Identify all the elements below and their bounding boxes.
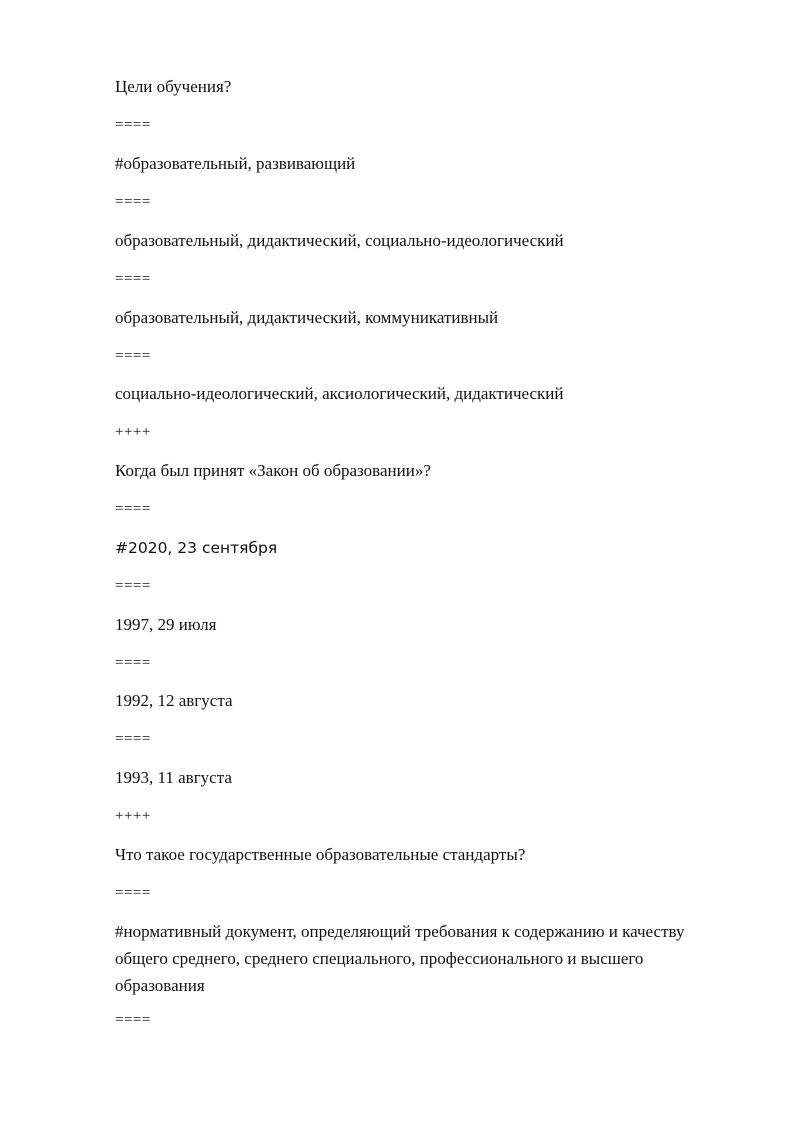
separator: ==== bbox=[115, 885, 151, 901]
separator: ==== bbox=[115, 271, 151, 287]
question-separator: ++++ bbox=[115, 808, 151, 824]
answer-option: социально-идеологический, аксиологический, дидактический bbox=[115, 384, 564, 403]
separator: ==== bbox=[115, 655, 151, 671]
answer-option: 1993, 11 августа bbox=[115, 768, 232, 787]
question-separator: ++++ bbox=[115, 424, 151, 440]
answer-correct: #2020, 23 сентября bbox=[115, 539, 278, 557]
answer-option: образовательный, дидактический, социально-идеологический bbox=[115, 231, 564, 250]
separator: ==== bbox=[115, 1012, 151, 1028]
question-3: Что такое государственные образовательные стандарты? bbox=[115, 845, 526, 864]
answer-correct: #образовательный, развивающий bbox=[115, 154, 356, 173]
separator: ==== bbox=[115, 117, 151, 133]
separator: ==== bbox=[115, 578, 151, 594]
question-2: Когда был принят «Закон об образовании»? bbox=[115, 461, 431, 480]
answer-option: образовательный, дидактический, коммуникативный bbox=[115, 308, 499, 327]
separator: ==== bbox=[115, 348, 151, 364]
question-1: Цели обучения? bbox=[115, 77, 232, 96]
answer-option: 1992, 12 августа bbox=[115, 691, 233, 710]
answer-correct: #нормативный документ, определяющий требования к содержанию и качеству общего среднего, среднего специального, профессионального и высшего образования bbox=[115, 922, 685, 995]
separator: ==== bbox=[115, 731, 151, 747]
separator: ==== bbox=[115, 194, 151, 210]
separator: ==== bbox=[115, 501, 151, 517]
answer-option: 1997, 29 июля bbox=[115, 615, 217, 634]
